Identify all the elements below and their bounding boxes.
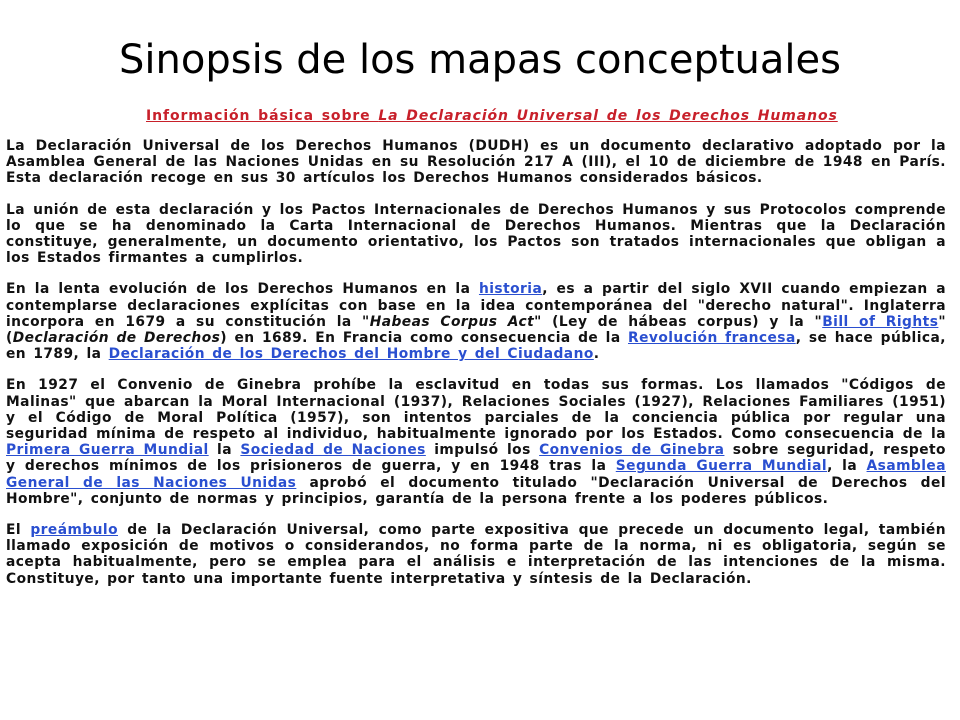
text-run: aprobó el documento titulado "Declaración Universal de Derechos del Hombre", conjunto de normas y principios, garantía de la persona frente a los poderes públicos. [6, 474, 947, 507]
text-run: impulsó los [425, 442, 540, 459]
paragraph-4 [6, 377, 946, 507]
text-run: , la [827, 458, 867, 475]
link-sociedad-de-naciones[interactable]: Sociedad de Naciones [240, 442, 426, 459]
text-run: sobre seguridad, respeto y derechos mínimos de los prisioneros de guerra, y en 1948 tras la [6, 442, 946, 475]
text-run: " (Ley de hábeas corpus) y la " [534, 313, 823, 330]
text-run: ) en 1689. En Francia como consecuencia de la [220, 330, 628, 347]
document-heading[interactable] [146, 108, 946, 124]
document-image [6, 108, 946, 714]
text-run: la [208, 442, 241, 459]
link-declaracion-derechos-hombre[interactable]: Declaración de los Derechos del Hombre y del Ciudadano [108, 346, 594, 363]
link-segunda-guerra-mundial[interactable]: Segunda Guerra Mundial [615, 458, 828, 475]
italic-habeas-corpus: Habeas Corpus Act [369, 313, 535, 330]
text-run: de la Declaración Universal, como parte expositiva que precede un documento legal, también llamado exposición de motivos o considerandos, no forma parte de la norma, ni es obligatoria, según se acepta habitualmente, pero se emplea para el análisis e interpretación de las intenciones de la misma. Constituye, por tanto una importante fuente interpretativa y síntesis de la Declaración. [6, 522, 947, 587]
link-revolucion-francesa[interactable]: Revolución francesa [628, 330, 796, 347]
text-run: , es a partir del siglo XVII cuando empiezan a contemplarse declaraciones explícitas con base en la idea contemporánea del "derecho natural". Inglaterra incorpora en 1679 a su constitución la " [6, 281, 946, 330]
text-run: En 1927 el Convenio de Ginebra prohíbe la esclavitud en todas sus formas. Los llamados "Códigos de Malinas" que abarcan la Moral Internacional (1937), Relaciones Sociales (1927), Relaciones Familiares (1951) y el Código de Moral Política (1957), son intentos parciales de la conciencia pública por regular una seguridad mínima de respeto al individuo, habitualmente ignorado por los Estados. Como consecuencia de la [6, 377, 946, 443]
slide-title: Sinopsis de los mapas conceptuales [119, 37, 841, 83]
italic-declaracion-derechos: Declaración de Derechos [12, 330, 221, 347]
link-preambulo[interactable]: preámbulo [30, 522, 119, 539]
text-run: , se hace pública, en 1789, la [6, 330, 946, 363]
document-heading-prefix: Información básica sobre [146, 108, 379, 124]
paragraph-3 [6, 281, 946, 362]
link-historia[interactable]: historia [478, 281, 543, 298]
link-convenios-de-ginebra[interactable]: Convenios de Ginebra [539, 442, 725, 459]
link-bill-of-rights[interactable]: Bill of Rights [822, 313, 939, 330]
link-primera-guerra-mundial[interactable]: Primera Guerra Mundial [6, 442, 209, 459]
text-run: En la lenta evolución de los Derechos Humanos en la [6, 281, 479, 298]
paragraph-2: La unión de esta declaración y los Pactos Internacionales de Derechos Humanos y sus Protocolos comprende lo que se ha denominado la Carta Internacional de Derechos Humanos. Mientras que la Declaración constituye, generalmente, un documento orientativo, los Pactos son tratados internacionales que obligan a los Estados firmantes a cumplirlos. [6, 201, 946, 267]
document-heading-title: La Declaración Universal de los Derechos Humanos [378, 108, 838, 124]
paragraph-5 [6, 522, 946, 587]
link-asamblea-general[interactable]: Asamblea General de las Naciones Unidas [6, 458, 946, 491]
text-run: " ( [6, 313, 947, 347]
text-run: El [6, 522, 31, 539]
text-run: . [593, 346, 600, 363]
paragraph-1: La Declaración Universal de los Derechos Humanos (DUDH) es un documento declarativo adoptado por la Asamblea General de las Naciones Unidas en su Resolución 217 A (III), el 10 de diciembre de 1948 en París. Esta declaración recoge en sus 30 artículos los Derechos Humanos considerados básicos. [6, 138, 946, 187]
